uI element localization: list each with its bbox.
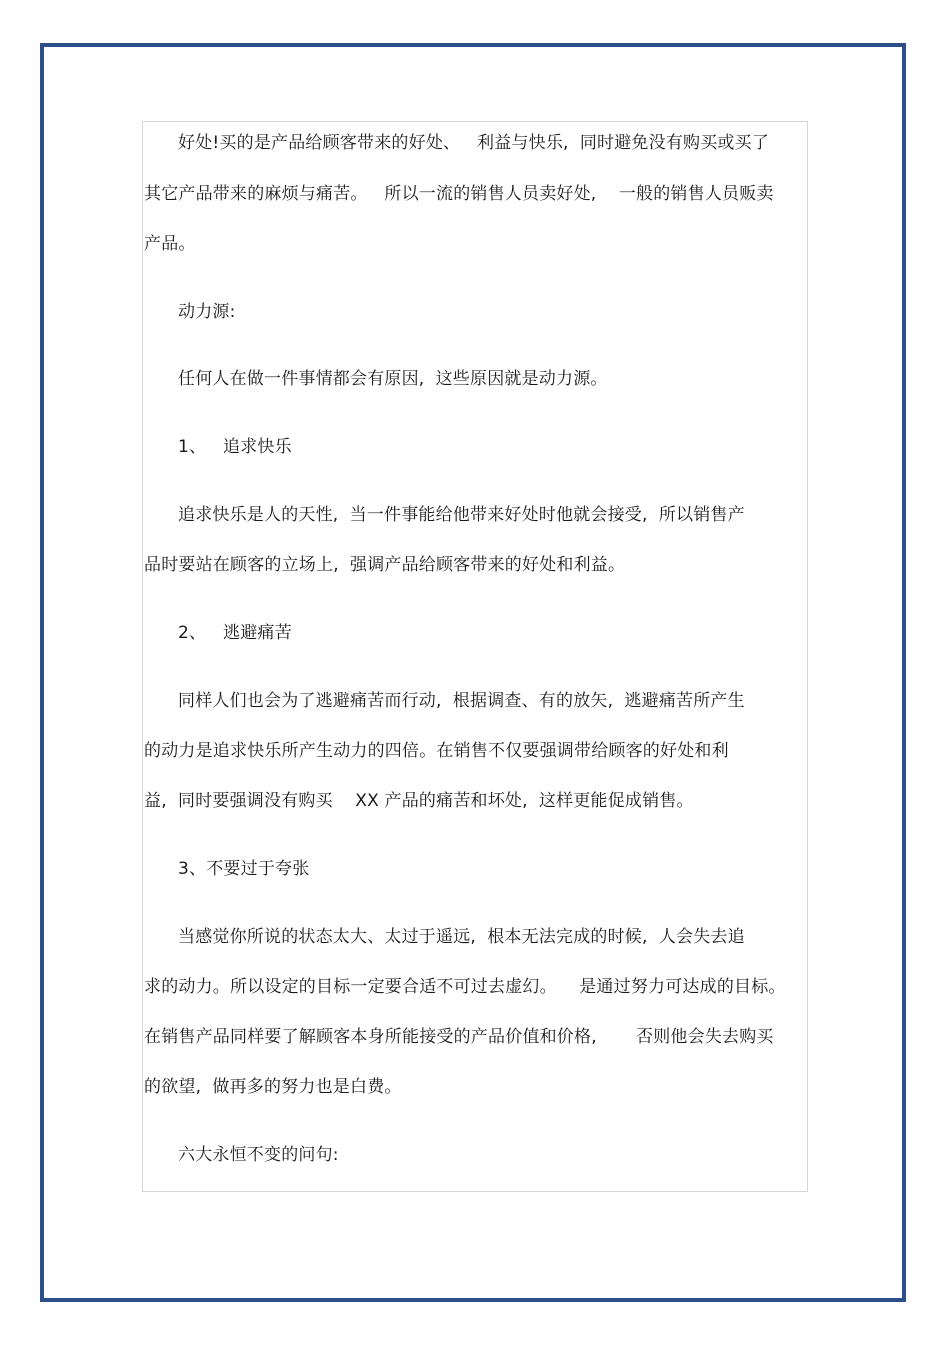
paragraph-line: 益, 同时要强调没有购买 XX 产品的痛苦和坏处, 这样更能促成销售。 [144, 791, 694, 811]
paragraph-line: 好处!买的是产品给顾客带来的好处、 利益与快乐, 同时避免没有购买或买了 [178, 133, 770, 153]
list-heading: 2、 逃避痛苦 [178, 623, 292, 643]
paragraph-line: 产品。 [144, 234, 196, 254]
paragraph-line: 品时要站在顾客的立场上, 强调产品给顾客带来的好处和利益。 [144, 555, 626, 575]
paragraph-line: 的动力是追求快乐所产生动力的四倍。在销售不仅要强调带给顾客的好处和利 [144, 741, 729, 761]
paragraph-line: 的欲望, 做再多的努力也是白费。 [144, 1077, 402, 1097]
paragraph-line: 当感觉你所说的状态太大、太过于遥远, 根本无法完成的时候, 人会失去追 [178, 927, 745, 947]
paragraph-line: 在销售产品同样要了解顾客本身所能接受的产品价值和价格, 否则他会失去购买 [144, 1027, 774, 1047]
paragraph-line: 其它产品带来的麻烦与痛苦。 所以一流的销售人员卖好处, 一般的销售人员贩卖 [144, 184, 774, 204]
section-heading: 动力源: [178, 302, 236, 322]
list-heading: 1、 追求快乐 [178, 437, 292, 457]
list-heading: 3、不要过于夸张 [178, 859, 310, 879]
paragraph-line: 求的动力。所以设定的目标一定要合适不可过去虚幻。 是通过努力可达成的目标。 [144, 977, 786, 997]
paragraph-line: 追求快乐是人的天性, 当一件事能给他带来好处时他就会接受, 所以销售产 [178, 505, 745, 525]
section-heading: 六大永恒不变的问句: [178, 1145, 339, 1165]
paragraph-line: 同样人们也会为了逃避痛苦而行动, 根据调查、有的放矢, 逃避痛苦所产生 [178, 691, 745, 711]
paragraph-line: 任何人在做一件事情都会有原因, 这些原因就是动力源。 [178, 369, 608, 389]
